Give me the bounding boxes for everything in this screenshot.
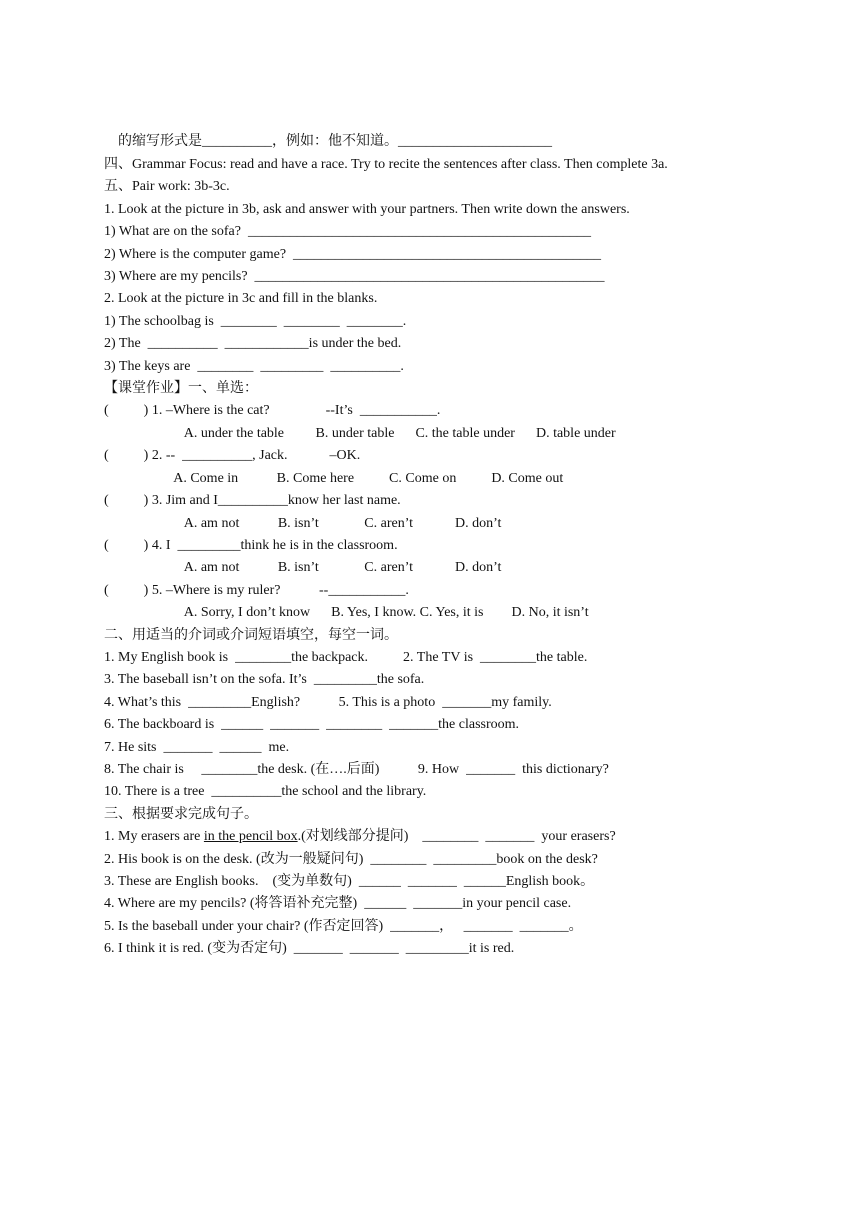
- mcq-options: A. am not B. isn’t C. aren’t D. don’t: [104, 560, 502, 575]
- rewrite-question: 6. I think it is red. (变为否定句) _______ _______ _________it is red.: [104, 941, 515, 956]
- mcq-question: ( ) 3. Jim and I__________know her last name.: [104, 493, 401, 508]
- question-dot: .: [297, 829, 302, 844]
- fill-blank-line: 4. What’s this _________English? 5. This is a photo _______my family.: [104, 695, 552, 710]
- section-heading: 五、Pair work: 3b-3c.: [104, 179, 230, 194]
- question-line: 2) Where is the computer game? ____________________________________________: [104, 247, 602, 262]
- rewrite-question: 5. Is the baseball under your chair? (作否定回答) _______， _______ _______。: [104, 919, 583, 934]
- mcq-options: A. Sorry, I don’t know B. Yes, I know. C. Yes, it is D. No, it isn’t: [104, 605, 589, 620]
- section-heading: 【课堂作业】一、单选：: [104, 381, 258, 396]
- mcq-options: A. under the table B. under table C. the table under D. table under: [104, 426, 616, 441]
- mcq-options: A. am not B. isn’t C. aren’t D. don’t: [104, 516, 502, 531]
- question-line: 1) What are on the sofa? _________________________________________________: [104, 224, 591, 239]
- instruction-line: 1. Look at the picture in 3b, ask and answer with your partners. Then write down the answers.: [104, 202, 630, 217]
- rewrite-question: 3. These are English books. (变为单数句) ______ _______ ______English book。: [104, 874, 595, 889]
- mcq-question: ( ) 4. I _________think he is in the classroom.: [104, 538, 398, 553]
- question-line: 3) Where are my pencils? __________________________________________________: [104, 269, 605, 284]
- question-line: 1) The schoolbag is ________ ________ ________.: [104, 314, 407, 329]
- rewrite-question: [104, 827, 616, 847]
- rewrite-question: 4. Where are my pencils? (将答语补充完整) ______ _______in your pencil case.: [104, 896, 572, 911]
- fill-blank-line: 6. The backboard is ______ _______ ________ _______the classroom.: [104, 717, 520, 732]
- mcq-question: ( ) 1. –Where is the cat? --It’s ___________.: [104, 403, 441, 418]
- text-line: 的缩写形式是__________，例如：他不知道。______________________: [104, 134, 552, 149]
- mcq-question: ( ) 5. –Where is my ruler? --___________.: [104, 583, 409, 598]
- section-heading: 三、根据要求完成句子。: [104, 807, 258, 822]
- underlined-phrase: in the pencil box: [203, 829, 298, 844]
- fill-blank-line: 3. The baseball isn’t on the sofa. It’s _________the sofa.: [104, 672, 425, 687]
- fill-blank-line: 7. He sits _______ ______ me.: [104, 740, 290, 755]
- mcq-question: ( ) 2. -- __________, Jack. –OK.: [104, 448, 361, 463]
- fill-blank-line: 10. There is a tree __________the school and the library.: [104, 784, 427, 799]
- fill-blank-line: 1. My English book is ________the backpack. 2. The TV is ________the table.: [104, 650, 588, 665]
- section-heading: 四、Grammar Focus: read and have a race. Try to recite the sentences after class. Then complete 3a.: [104, 157, 668, 172]
- mcq-options: A. Come in B. Come here C. Come on D. Come out: [104, 471, 564, 486]
- instruction-line: 2. Look at the picture in 3c and fill in the blanks.: [104, 291, 378, 306]
- fill-blank-line: 8. The chair is ________the desk. (在….后面) 9. How _______ this dictionary?: [104, 762, 609, 777]
- question-rest: (对划线部分提问) ________ _______ your erasers?: [301, 829, 616, 844]
- question-line: 2) The __________ ____________is under the bed.: [104, 336, 402, 351]
- section-heading: 二、用适当的介词或介词短语填空，每空一词。: [104, 628, 398, 643]
- rewrite-question: 2. His book is on the desk. (改为一般疑问句) ________ _________book on the desk?: [104, 852, 598, 867]
- question-prefix: 1. My erasers are: [104, 829, 204, 844]
- question-line: 3) The keys are ________ _________ __________.: [104, 359, 404, 374]
